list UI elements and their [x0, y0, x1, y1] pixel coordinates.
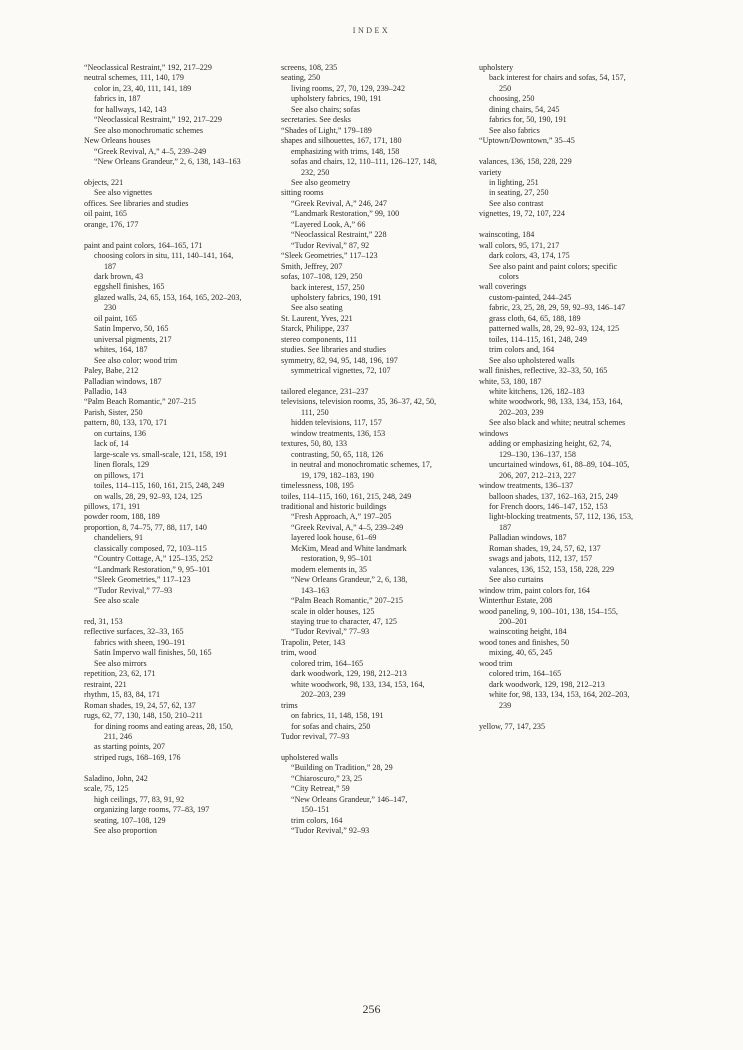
index-subentry: “Greek Revival, A,” 4–5, 239–249 [291, 522, 404, 532]
index-subentry: back interest, 157, 250 [291, 282, 365, 292]
index-entry: sitting rooms [281, 188, 324, 198]
index-subentry: dark woodwork, 129, 198, 212–213 [291, 669, 407, 679]
index-column-2 [281, 63, 471, 837]
index-subentry: dark colors, 43, 174, 175 [489, 251, 570, 261]
index-entry: traditional and historic buildings [281, 502, 387, 512]
index-spacer [84, 607, 269, 617]
index-subentry: 250 [499, 83, 512, 93]
index-spacer [479, 147, 669, 157]
index-subentry: for sofas and chairs, 250 [291, 721, 371, 731]
index-entry: textures, 50, 80, 133 [281, 439, 348, 449]
index-entry: yellow, 77, 147, 235 [479, 721, 546, 731]
index-column-3 [479, 63, 669, 732]
index-entry: sofas, 107–108, 129, 250 [281, 272, 363, 282]
index-entry: oil paint, 165 [84, 209, 127, 219]
index-subentry: See also seating [291, 303, 343, 313]
index-entry: St. Laurent, Yves, 221 [281, 313, 353, 323]
index-entry: “Uptown/Downtown,” 35–45 [479, 136, 575, 146]
index-subentry: custom-painted, 244–245 [489, 292, 572, 302]
index-subentry: “Palm Beach Romantic,” 207–215 [291, 596, 403, 606]
index-entry: timelessness, 108, 195 [281, 481, 354, 491]
index-subentry: uncurtained windows, 61, 88–89, 104–105, [489, 460, 630, 470]
index-subentry: 150–151 [301, 805, 330, 815]
index-subentry: for hallways, 142, 143 [94, 104, 167, 114]
index-subentry: toiles, 114–115, 160, 161, 215, 248, 249 [94, 481, 225, 491]
index-subentry: adding or emphasizing height, 62, 74, [489, 439, 612, 449]
index-entry: orange, 176, 177 [84, 219, 139, 229]
index-subentry: 143–163 [301, 585, 330, 595]
index-entry: Palladian windows, 187 [84, 376, 162, 386]
index-subentry: staying true to character, 47, 125 [291, 617, 397, 626]
index-subentry: white woodwork, 98, 133, 134, 153, 164, [291, 679, 425, 689]
index-subentry: living rooms, 27, 70, 129, 239–242 [291, 83, 405, 93]
index-subentry: “Tudor Revival,” 87, 92 [291, 240, 370, 250]
index-subentry: 202–203, 239 [301, 690, 346, 700]
index-entry: “Neoclassical Restraint,” 192, 217–229 [84, 63, 212, 72]
index-subentry: linen florals, 129 [94, 460, 150, 470]
index-subentry: chandeliers, 91 [94, 533, 143, 543]
index-subentry: scale in older houses, 125 [291, 606, 375, 616]
index-subentry: in neutral and monochromatic schemes, 17, [291, 460, 432, 470]
index-entry: Trapolin, Peter, 143 [281, 637, 346, 647]
index-subentry: modern elements in, 35 [291, 564, 367, 574]
index-subentry: See also paint and paint colors; specific [489, 261, 618, 271]
index-subentry: wainscoting height, 184 [489, 627, 567, 637]
index-subentry: white kitchens, 126, 182–183 [489, 387, 585, 397]
index-subentry: See also vignettes [94, 188, 152, 198]
index-subentry: back interest for chairs and sofas, 54, 157, [489, 73, 626, 83]
index-subentry: “Building on Tradition,” 28, 29 [291, 763, 393, 773]
index-entry: Starck, Philippe, 237 [281, 324, 349, 334]
index-subentry: See also geometry [291, 177, 351, 187]
index-subentry: See also proportion [94, 826, 157, 836]
index-subentry: choosing, 250 [489, 94, 535, 104]
index-entry: restraint, 221 [84, 679, 127, 689]
index-subentry: See also chairs; sofas [291, 104, 361, 114]
index-subentry: “Country Cottage, A,” 125–135, 252 [94, 554, 213, 564]
index-subentry: “Tudor Revival,” 77–93 [291, 627, 370, 637]
index-entry: seating, 250 [281, 73, 321, 83]
index-entry: wall coverings [479, 282, 527, 292]
index-subentry: “City Retreat,” 59 [291, 784, 350, 794]
index-spacer [281, 377, 471, 387]
index-entry: wood tones and finishes, 50 [479, 637, 570, 647]
index-subentry: “Landmark Restoration,” 9, 95–101 [94, 564, 211, 574]
index-subentry: 129–130, 136–137, 158 [499, 449, 576, 459]
index-subentry: Satin Impervo, 50, 165 [94, 324, 169, 334]
index-subentry: window treatments, 136, 153 [291, 428, 386, 438]
index-entry: windows [479, 428, 509, 438]
index-subentry: emphasizing with trims, 148, 158 [291, 146, 400, 156]
index-subentry: “Greek Revival, A,” 246, 247 [291, 198, 387, 208]
index-subentry: large-scale vs. small-scale, 121, 158, 191 [94, 449, 228, 459]
index-subentry: hidden televisions, 117, 157 [291, 418, 382, 428]
index-subentry: “New Orleans Grandeur,” 146–147, [291, 794, 408, 804]
index-entry: offices. See libraries and studies [84, 198, 189, 208]
index-entry: Roman shades, 19, 24, 57, 62, 137 [84, 700, 196, 710]
index-subentry: for French doors, 146–147, 152, 153 [489, 502, 608, 511]
index-subentry: “Neoclassical Restraint,” 228 [291, 230, 387, 240]
index-subentry: as starting points, 207 [94, 742, 166, 752]
index-subentry: upholstery fabrics, 190, 191 [291, 292, 382, 302]
index-subentry: fabrics in, 187 [94, 94, 141, 104]
index-spacer [479, 220, 669, 230]
index-subentry: lack of, 14 [94, 439, 129, 449]
index-entry: scale, 75, 125 [84, 784, 129, 794]
index-subentry: symmetrical vignettes, 72, 107 [291, 366, 391, 376]
index-entry: powder room, 188, 189 [84, 512, 160, 522]
index-entry: rhythm, 15, 83, 84, 171 [84, 690, 160, 700]
index-subentry: See also contrast [489, 198, 544, 208]
index-subentry: color in, 23, 40, 111, 141, 189 [94, 83, 192, 93]
index-entry: wainscoting, 184 [479, 230, 535, 240]
index-spacer [479, 711, 669, 721]
index-subentry: seating, 107–108, 129 [94, 815, 166, 825]
index-subentry: “New Orleans Grandeur,” 2, 6, 138, [291, 575, 408, 585]
index-subentry: white for, 98, 133, 134, 153, 164, 202–203, [489, 690, 630, 700]
index-subentry: 187 [104, 261, 117, 271]
index-subentry: high ceilings, 77, 83, 91, 92 [94, 794, 185, 804]
index-subentry: See also mirrors [94, 658, 147, 668]
index-subentry: eggshell finishes, 165 [94, 282, 165, 292]
index-entry: toiles, 114–115, 160, 161, 215, 248, 249 [281, 491, 412, 501]
index-column-1 [84, 63, 269, 836]
index-subentry: choosing colors in situ, 111, 140–141, 164, [94, 251, 234, 261]
index-entry: vignettes, 19, 72, 107, 224 [479, 209, 565, 219]
index-subentry: mixing, 40, 65, 245 [489, 648, 553, 658]
index-subentry: 239 [499, 700, 512, 710]
index-subentry: colored trim, 164–165 [489, 669, 562, 679]
index-entry: upholstered walls [281, 752, 338, 762]
index-entry: trim, wood [281, 648, 317, 658]
index-spacer [84, 168, 269, 178]
index-subentry: 211, 246 [104, 731, 133, 741]
index-subentry: 230 [104, 303, 117, 313]
index-subentry: on pillows, 171 [94, 470, 145, 480]
index-subentry: See also black and white; neutral schemes [489, 418, 626, 428]
index-entry: “Shades of Light,” 179–189 [281, 125, 372, 135]
index-entry: Smith, Jeffrey, 207 [281, 261, 343, 271]
index-subentry: grass cloth, 64, 65, 188, 189 [489, 313, 581, 323]
index-subentry: 200–201 [499, 616, 528, 626]
index-entry: Tudor revival, 77–93 [281, 731, 350, 741]
index-subentry: 232, 250 [301, 167, 330, 177]
index-entry: televisions, television rooms, 35, 36–37, 42, 50, [281, 397, 437, 407]
index-entry: trims [281, 700, 298, 710]
index-entry: Saladino, John, 242 [84, 773, 148, 783]
index-subentry: universal pigments, 217 [94, 334, 172, 344]
index-subentry: See also scale [94, 596, 139, 606]
index-entry: wall colors, 95, 171, 217 [479, 240, 560, 250]
index-subentry: light-blocking treatments, 57, 112, 136, 153, [489, 512, 634, 522]
index-spacer [281, 742, 471, 752]
index-subentry: “Neoclassical Restraint,” 192, 217–229 [94, 115, 222, 125]
index-subentry: colors [499, 272, 519, 282]
index-subentry: organizing large rooms, 77–83, 197 [94, 805, 210, 815]
index-entry: wood paneling, 9, 100–101, 138, 154–155, [479, 606, 618, 616]
index-entry: stereo components, 111 [281, 334, 358, 344]
index-entry: repetition, 23, 62, 171 [84, 669, 156, 679]
index-subentry: “Chiaroscuro,” 23, 25 [291, 773, 363, 783]
index-subentry: for dining rooms and eating areas, 28, 150, [94, 721, 233, 731]
index-subentry: restoration, 9, 95–101 [301, 554, 373, 564]
index-entry: proportion, 8, 74–75, 77, 88, 117, 140 [84, 522, 207, 532]
index-entry: shapes and silhouettes, 167, 171, 180 [281, 136, 402, 146]
index-entry: variety [479, 167, 502, 177]
index-spacer [84, 230, 269, 240]
index-entry: wood trim [479, 658, 513, 668]
index-subentry: trim colors and, 164 [489, 345, 555, 355]
page-number: 256 [362, 1002, 381, 1016]
index-entry: paint and paint colors, 164–165, 171 [84, 240, 203, 250]
index-subentry: 111, 250 [301, 407, 329, 417]
index-subentry: on walls, 28, 29, 92–93, 124, 125 [94, 491, 203, 501]
index-subentry: Palladian windows, 187 [489, 533, 567, 543]
index-subentry: 187 [499, 522, 512, 532]
index-subentry: on fabrics, 11, 148, 158, 191 [291, 711, 384, 721]
index-entry: New Orleans houses [84, 136, 151, 146]
index-subentry: 19, 179, 182–183, 190 [301, 470, 374, 480]
index-subentry: “Greek Revival, A,” 4–5, 239–249 [94, 146, 207, 156]
index-entry: red, 31, 153 [84, 616, 123, 626]
index-subentry: See also curtains [489, 575, 544, 585]
index-subentry: valances, 136, 152, 153, 158, 228, 229 [489, 564, 614, 574]
index-entry: Parish, Sister, 250 [84, 407, 143, 417]
index-subentry: 206, 207, 212–213, 227 [499, 470, 576, 480]
index-subentry: dark woodwork, 129, 198, 212–213 [489, 679, 605, 689]
index-entry: Palladio, 143 [84, 387, 127, 397]
index-entry: screens, 108, 235 [281, 63, 338, 72]
index-entry: wall finishes, reflective, 32–33, 50, 165 [479, 366, 608, 376]
running-header: INDEX [352, 26, 391, 35]
index-subentry: contrasting, 50, 65, 118, 126 [291, 449, 384, 459]
index-entry: symmetry, 82, 94, 95, 148, 196, 197 [281, 355, 398, 365]
index-entry: upholstery [479, 63, 514, 72]
index-subentry: patterned walls, 28, 29, 92–93, 124, 125 [489, 324, 620, 334]
index-subentry: toiles, 114–115, 161, 248, 249 [489, 334, 587, 344]
index-entry: tailored elegance, 231–237 [281, 387, 369, 397]
index-subentry: colored trim, 164–165 [291, 658, 364, 668]
index-spacer [84, 763, 269, 773]
index-subentry: “Tudor Revival,” 77–93 [94, 585, 173, 595]
index-subentry: fabrics for, 50, 190, 191 [489, 115, 567, 125]
index-subentry: McKim, Mead and White landmark [291, 543, 407, 553]
index-subentry: 202–203, 239 [499, 407, 544, 417]
index-entry: window treatments, 136–137 [479, 481, 574, 491]
index-subentry: “Layered Look, A,” 66 [291, 219, 366, 229]
index-entry: objects, 221 [84, 177, 124, 187]
index-entry: reflective surfaces, 32–33, 165 [84, 627, 184, 637]
index-subentry: classically composed, 72, 103–115 [94, 543, 207, 553]
index-subentry: upholstery fabrics, 190, 191 [291, 94, 382, 104]
index-subentry: oil paint, 165 [94, 313, 137, 323]
index-subentry: Satin Impervo wall finishes, 50, 165 [94, 648, 212, 658]
index-entry: valances, 136, 158, 228, 229 [479, 157, 572, 167]
index-entry: pattern, 80, 133, 170, 171 [84, 418, 168, 428]
index-entry: “Palm Beach Romantic,” 207–215 [84, 397, 196, 407]
index-entry: window trim, paint colors for, 164 [479, 585, 590, 595]
index-subentry: See also fabrics [489, 125, 540, 135]
index-subentry: fabric, 23, 25, 28, 29, 59, 92–93, 146–147 [489, 303, 626, 313]
index-subentry: “Sleek Geometries,” 117–123 [94, 575, 191, 585]
index-entry: studies. See libraries and studies [281, 345, 386, 355]
index-entry: Winterthur Estate, 208 [479, 596, 553, 606]
index-subentry: fabrics with sheen, 190–191 [94, 637, 186, 647]
index-subentry: swags and jabots, 112, 137, 157 [489, 554, 593, 564]
index-subentry: See also color; wood trim [94, 355, 178, 365]
index-subentry: in lighting, 251 [489, 177, 539, 187]
index-subentry: balloon shades, 137, 162–163, 215, 249 [489, 491, 618, 501]
index-subentry: whites, 164, 187 [94, 345, 148, 355]
index-subentry: “New Orleans Grandeur,” 2, 6, 138, 143–163 [94, 157, 241, 167]
index-subentry: striped rugs, 168–169, 176 [94, 752, 181, 762]
index-subentry: glazed walls, 24, 65, 153, 164, 165, 202–203, [94, 292, 242, 302]
index-entry: pillows, 171, 191 [84, 502, 141, 511]
index-subentry: layered look house, 61–69 [291, 533, 377, 543]
index-subentry: white woodwork, 98, 133, 134, 153, 164, [489, 397, 623, 407]
index-entry: rugs, 62, 77, 130, 148, 150, 210–211 [84, 711, 203, 721]
index-entry: Paley, Babe, 212 [84, 366, 139, 376]
index-subentry: sofas and chairs, 12, 110–111, 126–127, 148, [291, 157, 437, 167]
index-subentry: on curtains, 136 [94, 428, 146, 438]
index-entry: “Sleek Geometries,” 117–123 [281, 251, 378, 261]
index-subentry: dark brown, 43 [94, 272, 144, 282]
index-subentry: “Tudor Revival,” 92–93 [291, 826, 370, 836]
index-subentry: trim colors, 164 [291, 815, 343, 825]
index-subentry: “Landmark Restoration,” 99, 100 [291, 209, 400, 219]
index-subentry: dining chairs, 54, 245 [489, 104, 560, 114]
index-subentry: See also monochromatic schemes [94, 125, 204, 135]
index-entry: secretaries. See desks [281, 115, 351, 125]
index-subentry: See also upholstered walls [489, 355, 575, 365]
index-subentry: Roman shades, 19, 24, 57, 62, 137 [489, 543, 601, 553]
index-subentry: in seating, 27, 250 [489, 188, 549, 198]
index-entry: white, 53, 180, 187 [479, 376, 542, 386]
index-entry: neutral schemes, 111, 140, 179 [84, 73, 184, 83]
index-subentry: “Fresh Approach, A,” 197–205 [291, 512, 392, 522]
